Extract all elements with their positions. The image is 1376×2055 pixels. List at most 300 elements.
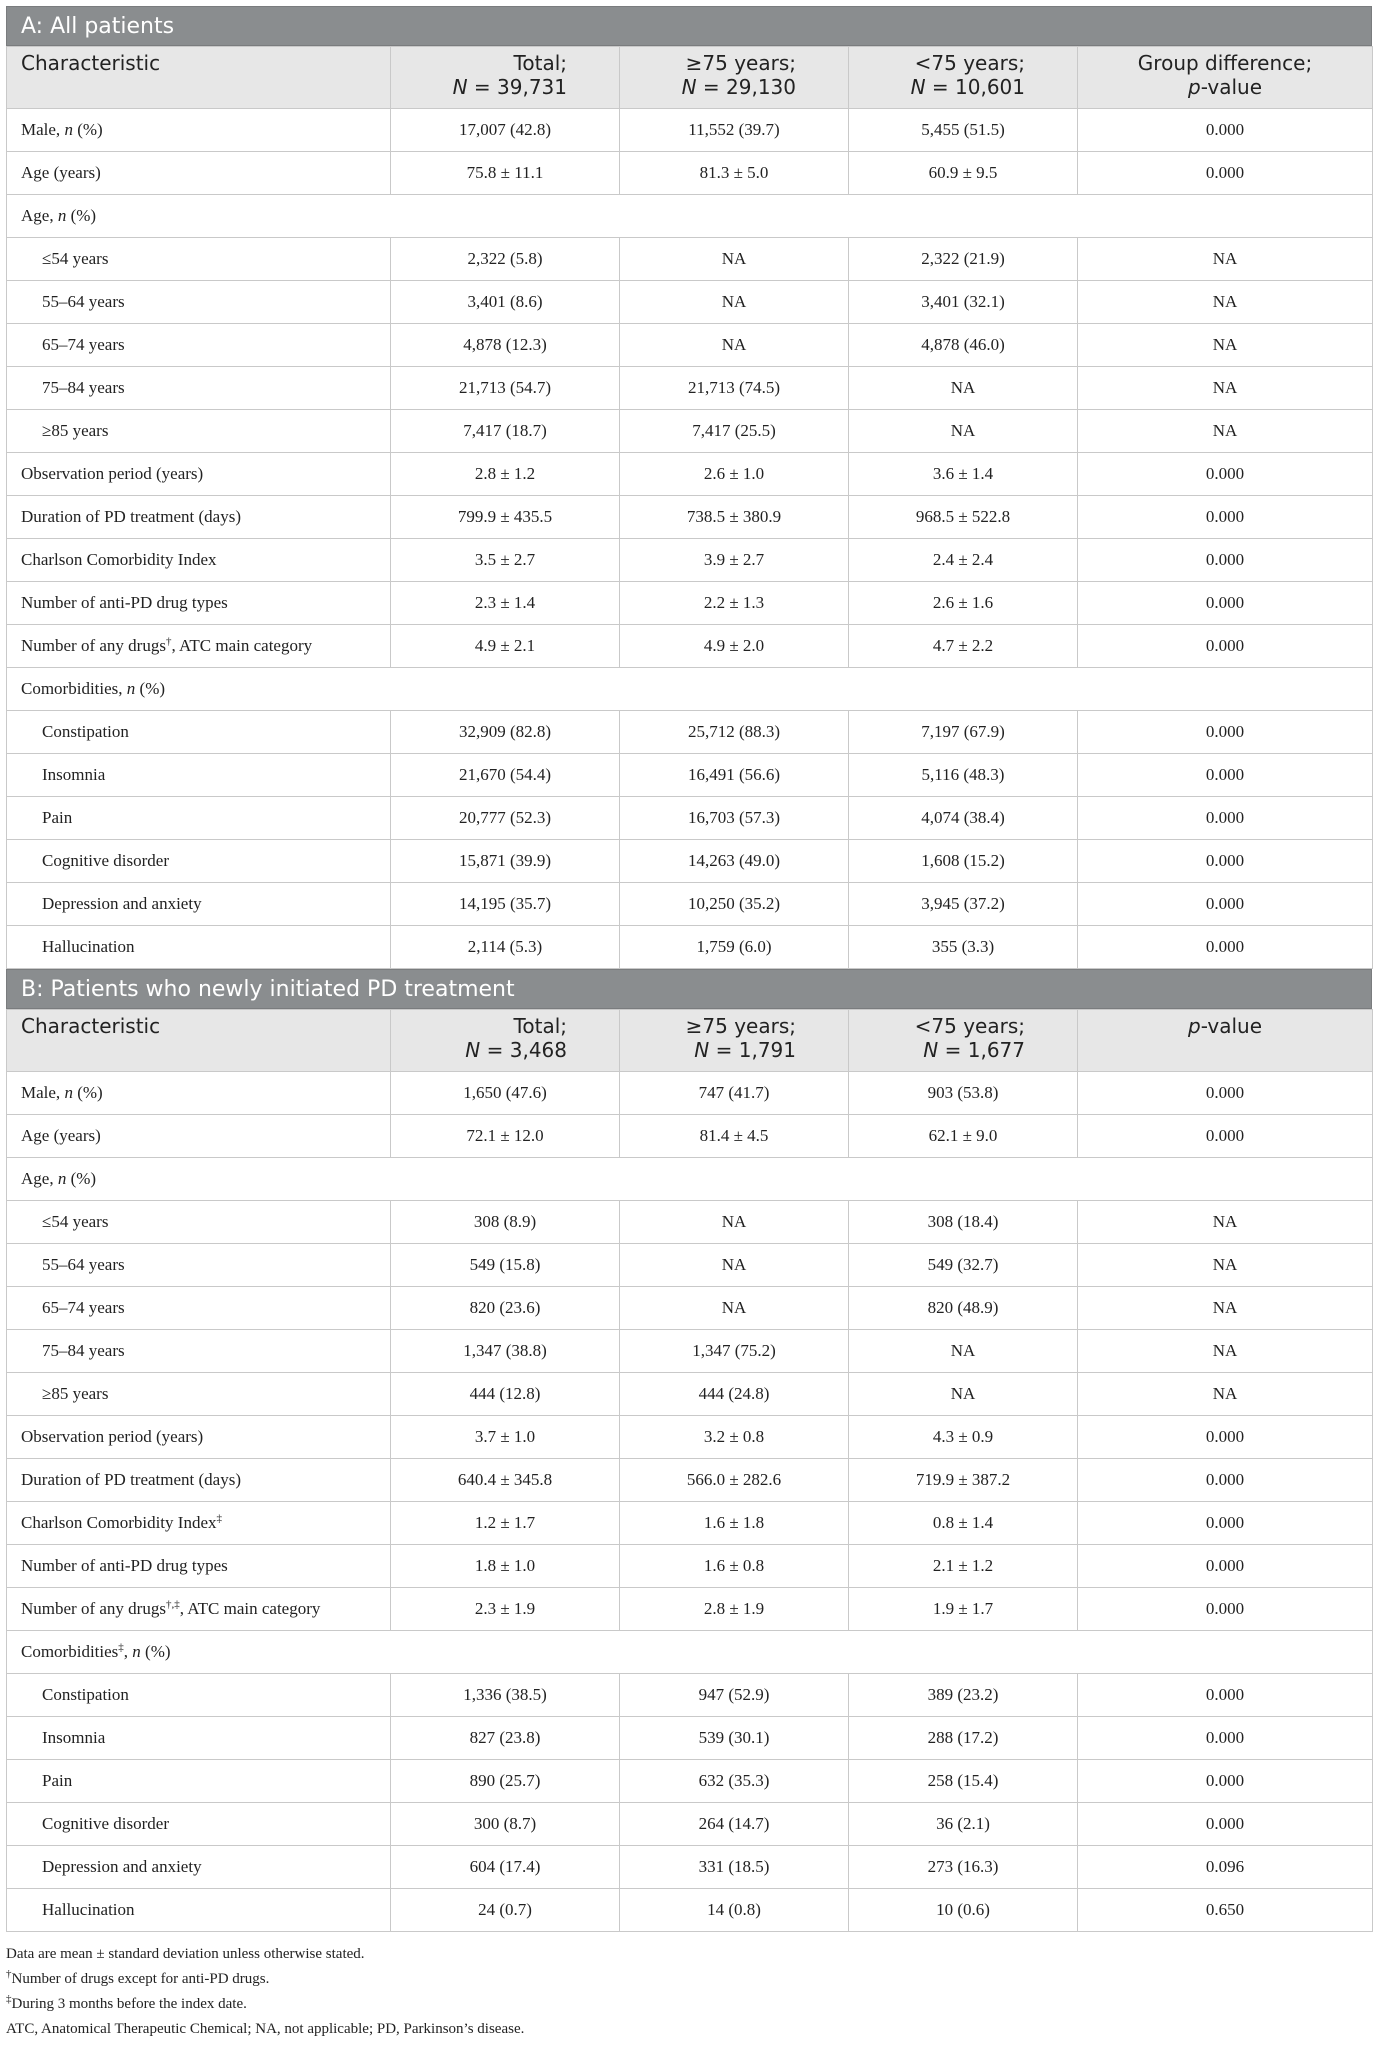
row-label-text: Depression and anxiety [42,894,202,913]
row-label [7,1846,391,1889]
cell-p-value: NA [1078,1287,1373,1330]
cell-p-value: NA [1078,324,1373,367]
cell-75-plus: 1,347 (75.2) [620,1330,849,1373]
row-label-text: Observation period (years) [21,1427,204,1446]
row-label-tail: (%) [66,1169,97,1188]
header-75-plus-line2 [628,75,796,99]
header-total-line2 [399,75,567,99]
header-total-rest: = 39,731 [467,75,567,99]
table-row [7,1803,1373,1846]
cell-p-value: NA [1078,238,1373,281]
cell-p-value: NA [1078,367,1373,410]
header-75-plus-rest: = 1,791 [709,1038,796,1062]
footnote-mark: ‡ [118,1641,124,1654]
row-label [7,668,1373,711]
cell-75-plus: 566.0 ± 282.6 [620,1459,849,1502]
cell-75-plus: 21,713 (74.5) [620,367,849,410]
cell-p-value: 0.000 [1078,926,1373,969]
table-row [7,1846,1373,1889]
cell-p-value: 0.000 [1078,109,1373,152]
row-label [7,152,391,195]
cell-total: 75.8 ± 11.1 [391,152,620,195]
cell-total: 21,713 (54.7) [391,367,620,410]
cell-under-75: 60.9 ± 9.5 [849,152,1078,195]
cell-75-plus: 444 (24.8) [620,1373,849,1416]
cell-under-75: 4,878 (46.0) [849,324,1078,367]
cell-75-plus: 1.6 ± 0.8 [620,1545,849,1588]
table-row [7,1545,1373,1588]
cell-p-value: NA [1078,1330,1373,1373]
header-75-plus-rest: = 29,130 [696,75,796,99]
row-label [7,1674,391,1717]
cell-75-plus: NA [620,281,849,324]
header-row [7,1010,1373,1072]
footnote-mark: † [165,635,172,648]
cell-p-value: 0.000 [1078,711,1373,754]
row-label-tail: , ATC main category [179,1599,321,1618]
cell-p-value: 0.000 [1078,496,1373,539]
table-row [7,754,1373,797]
header-under-75-rest: = 1,677 [938,1038,1025,1062]
table-row [7,281,1373,324]
footnote-mark: † [6,1968,12,1980]
row-label-text: Insomnia [42,1728,106,1747]
table-row [7,152,1373,195]
cell-total: 4.9 ± 2.1 [391,625,620,668]
cell-under-75: 389 (23.2) [849,1674,1078,1717]
row-label [7,281,391,324]
cell-total: 15,871 (39.9) [391,840,620,883]
row-label-text: Charlson Comorbidity Index [21,1513,217,1532]
row-label-text: Duration of PD treatment (days) [21,507,241,526]
row-label-italic: n [57,206,67,225]
row-label [7,1803,391,1846]
cell-p-value: NA [1078,1244,1373,1287]
row-label [7,1459,391,1502]
table-row [7,711,1373,754]
cell-total: 549 (15.8) [391,1244,620,1287]
cell-total: 2.8 ± 1.2 [391,453,620,496]
cell-under-75: 288 (17.2) [849,1717,1078,1760]
row-label [7,367,391,410]
cell-p-value: 0.000 [1078,582,1373,625]
cell-under-75: 62.1 ± 9.0 [849,1115,1078,1158]
cell-75-plus: 1.6 ± 1.8 [620,1502,849,1545]
row-label [7,1287,391,1330]
row-label [7,1545,391,1588]
cell-75-plus: 7,417 (25.5) [620,410,849,453]
row-label [7,711,391,754]
cell-total: 444 (12.8) [391,1373,620,1416]
cell-under-75: NA [849,367,1078,410]
header-75-plus-italic: N [681,75,697,99]
cell-total: 24 (0.7) [391,1889,620,1932]
cell-under-75: 7,197 (67.9) [849,711,1078,754]
cell-total: 2.3 ± 1.9 [391,1588,620,1631]
cell-total: 2.3 ± 1.4 [391,582,620,625]
table-row [7,797,1373,840]
table-row [7,1459,1373,1502]
cell-75-plus: 14,263 (49.0) [620,840,849,883]
row-label-text: ≥85 years [42,1384,109,1403]
table-row [7,1416,1373,1459]
row-label [7,1201,391,1244]
table-row [7,625,1373,668]
table-row [7,496,1373,539]
cell-under-75: 719.9 ± 387.2 [849,1459,1078,1502]
row-label-text: Number of anti-PD drug types [21,593,228,612]
row-label [7,1588,391,1631]
data-table [6,46,1373,969]
header-75-plus [620,1010,849,1072]
header-under-75-rest: = 10,601 [925,75,1025,99]
header-p-value-rest: -value [1200,1014,1262,1038]
row-label [7,1631,1373,1674]
header-p-value-italic: p [1187,1014,1201,1038]
row-label-tail: , [123,1642,133,1661]
row-label [7,840,391,883]
row-label-tail: , ATC main category [171,636,313,655]
cell-under-75: 10 (0.6) [849,1889,1078,1932]
header-p-value [1078,1010,1373,1072]
cell-total: 32,909 (82.8) [391,711,620,754]
header-p-value-line1: Group difference; [1137,51,1313,75]
row-label-text: Pain [42,808,73,827]
row-label-text: Number of any drugs [21,636,166,655]
header-row [7,47,1373,109]
cell-total: 3.5 ± 2.7 [391,539,620,582]
cell-under-75: 2.4 ± 2.4 [849,539,1078,582]
cell-p-value: 0.000 [1078,1459,1373,1502]
cell-total: 72.1 ± 12.0 [391,1115,620,1158]
table-row [7,1717,1373,1760]
footnote [6,1967,1372,1992]
footnote-text: Number of drugs except for anti-PD drugs. [11,1971,270,1987]
header-p-value-line2 [1086,75,1364,99]
cell-under-75: 308 (18.4) [849,1201,1078,1244]
cell-75-plus: 11,552 (39.7) [620,109,849,152]
row-label-tail: (%) [72,1083,103,1102]
header-total [391,1010,620,1072]
cell-p-value: 0.000 [1078,1115,1373,1158]
header-under-75-italic: N [923,1038,939,1062]
row-label [7,238,391,281]
cell-p-value: 0.000 [1078,1545,1373,1588]
row-label-text: Constipation [42,722,129,741]
row-label [7,1072,391,1115]
cell-total: 14,195 (35.7) [391,883,620,926]
row-label [7,410,391,453]
cell-under-75: 3,401 (32.1) [849,281,1078,324]
row-label-text: Age (years) [21,163,101,182]
cell-75-plus: NA [620,324,849,367]
row-label-text: Charlson Comorbidity Index [21,550,217,569]
cell-75-plus: 25,712 (88.3) [620,711,849,754]
cell-total: 1,336 (38.5) [391,1674,620,1717]
cell-75-plus: 16,491 (56.6) [620,754,849,797]
cell-75-plus: NA [620,1201,849,1244]
cell-under-75: 2.1 ± 1.2 [849,1545,1078,1588]
row-label-text: Hallucination [42,1900,135,1919]
cell-p-value: NA [1078,410,1373,453]
cell-total: 890 (25.7) [391,1760,620,1803]
cell-total: 3.7 ± 1.0 [391,1416,620,1459]
row-label [7,496,391,539]
table-row [7,1588,1373,1631]
table-row [7,367,1373,410]
cell-total: 1,347 (38.8) [391,1330,620,1373]
footnote [6,1992,1372,2017]
cell-75-plus: 2.8 ± 1.9 [620,1588,849,1631]
group-row [7,1631,1373,1674]
cell-75-plus: 4.9 ± 2.0 [620,625,849,668]
cell-p-value: 0.000 [1078,1674,1373,1717]
cell-p-value: NA [1078,1201,1373,1244]
cell-under-75: 549 (32.7) [849,1244,1078,1287]
row-label [7,883,391,926]
cell-total: 640.4 ± 345.8 [391,1459,620,1502]
header-under-75-line1: <75 years; [914,51,1025,75]
cell-p-value: NA [1078,1373,1373,1416]
cell-under-75: 2,322 (21.9) [849,238,1078,281]
cell-total: 1,650 (47.6) [391,1072,620,1115]
row-label-tail: (%) [140,1642,171,1661]
row-label [7,926,391,969]
table-row [7,1889,1373,1932]
row-label-italic: n [132,1642,141,1661]
table-row [7,1115,1373,1158]
header-under-75-line2 [857,75,1025,99]
group-row [7,195,1373,238]
row-label-text: Age, [21,206,58,225]
cell-p-value: 0.000 [1078,1416,1373,1459]
header-characteristic: Characteristic [7,47,391,109]
group-row [7,668,1373,711]
cell-under-75: 0.8 ± 1.4 [849,1502,1078,1545]
table-row [7,238,1373,281]
row-label [7,1373,391,1416]
row-label [7,1416,391,1459]
cell-under-75: 5,116 (48.3) [849,754,1078,797]
section-title: B: Patients who newly initiated PD treatment [6,969,1372,1009]
cell-75-plus: NA [620,238,849,281]
cell-under-75: 258 (15.4) [849,1760,1078,1803]
row-label-text: Number of anti-PD drug types [21,1556,228,1575]
row-label-text: Pain [42,1771,73,1790]
row-label [7,1330,391,1373]
cell-p-value: 0.000 [1078,453,1373,496]
cell-total: 300 (8.7) [391,1803,620,1846]
header-under-75-line2 [857,1038,1025,1062]
table-row [7,1201,1373,1244]
cell-under-75: 1,608 (15.2) [849,840,1078,883]
cell-total: 827 (23.8) [391,1717,620,1760]
header-total-line2 [399,1038,567,1062]
cell-total: 1.8 ± 1.0 [391,1545,620,1588]
header-under-75 [849,47,1078,109]
row-label-text: Cognitive disorder [42,851,170,870]
cell-75-plus: 14 (0.8) [620,1889,849,1932]
row-label [7,1158,1373,1201]
cell-total: 308 (8.9) [391,1201,620,1244]
header-75-plus-line1: ≥75 years; [685,1014,796,1038]
row-label [7,195,1373,238]
header-75-plus-italic: N [694,1038,710,1062]
cell-under-75: 4.3 ± 0.9 [849,1416,1078,1459]
cell-p-value: 0.000 [1078,1717,1373,1760]
row-label [7,625,391,668]
row-label-italic: n [57,1169,67,1188]
cell-total: 604 (17.4) [391,1846,620,1889]
table-row [7,410,1373,453]
cell-total: 2,114 (5.3) [391,926,620,969]
cell-under-75: NA [849,1373,1078,1416]
row-label-text: Depression and anxiety [42,1857,202,1876]
cell-under-75: 355 (3.3) [849,926,1078,969]
cell-p-value: 0.000 [1078,625,1373,668]
row-label-tail: (%) [135,679,166,698]
cell-under-75: 3.6 ± 1.4 [849,453,1078,496]
row-label-text: Male, [21,120,65,139]
cell-75-plus: 81.3 ± 5.0 [620,152,849,195]
cell-p-value: 0.096 [1078,1846,1373,1889]
header-total-line1: Total; [513,1014,567,1038]
header-total-italic: N [452,75,468,99]
cell-total: 20,777 (52.3) [391,797,620,840]
cell-total: 3,401 (8.6) [391,281,620,324]
cell-75-plus: 947 (52.9) [620,1674,849,1717]
row-label-text: 75–84 years [42,1341,125,1360]
footnote-mark: ‡ [216,1512,222,1525]
table-row [7,1072,1373,1115]
cell-total: 799.9 ± 435.5 [391,496,620,539]
table-row [7,840,1373,883]
row-label-text: Comorbidities, [21,679,127,698]
row-label-italic: n [64,1083,73,1102]
cell-75-plus: 3.2 ± 0.8 [620,1416,849,1459]
table-row [7,883,1373,926]
row-label [7,1760,391,1803]
row-label-text: 55–64 years [42,1255,125,1274]
group-row [7,1158,1373,1201]
cell-under-75: 820 (48.9) [849,1287,1078,1330]
cell-under-75: NA [849,410,1078,453]
row-label [7,1717,391,1760]
row-label-text: Age, [21,1169,58,1188]
row-label [7,109,391,152]
row-label [7,539,391,582]
table-row [7,1760,1373,1803]
cell-75-plus: 81.4 ± 4.5 [620,1115,849,1158]
header-under-75 [849,1010,1078,1072]
cell-total: 17,007 (42.8) [391,109,620,152]
header-total-rest: = 3,468 [480,1038,567,1062]
header-75-plus-line1: ≥75 years; [685,51,796,75]
footnote-text: During 3 months before the index date. [11,1996,247,2012]
cell-75-plus: NA [620,1244,849,1287]
row-label-text: ≤54 years [42,1212,109,1231]
footnote-text: ATC, Anatomical Therapeutic Chemical; NA, not applicable; PD, Parkinson’s disease. [6,2021,525,2037]
cell-p-value: 0.000 [1078,1760,1373,1803]
table-row [7,539,1373,582]
cell-total: 21,670 (54.4) [391,754,620,797]
footnotes [6,1942,1372,2042]
cell-75-plus: 16,703 (57.3) [620,797,849,840]
row-label [7,754,391,797]
row-label-text: Cognitive disorder [42,1814,170,1833]
cell-total: 1.2 ± 1.7 [391,1502,620,1545]
table-page [6,6,1372,2042]
cell-p-value: 0.000 [1078,1588,1373,1631]
row-label-text: Insomnia [42,765,106,784]
table-row [7,1330,1373,1373]
table-row [7,324,1373,367]
cell-under-75: 3,945 (37.2) [849,883,1078,926]
cell-under-75: 1.9 ± 1.7 [849,1588,1078,1631]
row-label-italic: n [64,120,73,139]
cell-75-plus: 1,759 (6.0) [620,926,849,969]
row-label-italic: n [126,679,136,698]
row-label-tail: (%) [66,206,97,225]
cell-p-value: 0.000 [1078,1803,1373,1846]
row-label-text: 75–84 years [42,378,125,397]
header-p-value-italic: p [1187,75,1201,99]
data-table [6,1009,1373,1932]
row-label-text: Comorbidities [21,1642,119,1661]
row-label-text: ≥85 years [42,421,109,440]
cell-total: 4,878 (12.3) [391,324,620,367]
row-label [7,324,391,367]
table-row [7,1674,1373,1717]
row-label-text: Constipation [42,1685,129,1704]
table-row [7,1502,1373,1545]
row-label-text: Hallucination [42,937,135,956]
cell-under-75: 5,455 (51.5) [849,109,1078,152]
cell-75-plus: NA [620,1287,849,1330]
cell-75-plus: 2.2 ± 1.3 [620,582,849,625]
cell-p-value: 0.000 [1078,1502,1373,1545]
cell-75-plus: 10,250 (35.2) [620,883,849,926]
header-p-value-rest: -value [1200,75,1262,99]
table-row [7,1244,1373,1287]
row-label [7,797,391,840]
header-under-75-line1: <75 years; [914,1014,1025,1038]
row-label [7,1244,391,1287]
header-characteristic: Characteristic [7,1010,391,1072]
cell-75-plus: 539 (30.1) [620,1717,849,1760]
cell-under-75: NA [849,1330,1078,1373]
cell-p-value: 0.000 [1078,883,1373,926]
cell-p-value: 0.000 [1078,152,1373,195]
footnote-text: Data are mean ± standard deviation unless otherwise stated. [6,1946,365,1962]
cell-p-value: 0.000 [1078,840,1373,883]
table-row [7,1373,1373,1416]
row-label-text: Duration of PD treatment (days) [21,1470,241,1489]
cell-75-plus: 738.5 ± 380.9 [620,496,849,539]
footnote [6,1942,1372,1967]
row-label-text: 65–74 years [42,1298,125,1317]
table-row [7,582,1373,625]
row-label [7,1502,391,1545]
cell-p-value: 0.000 [1078,754,1373,797]
table-row [7,926,1373,969]
row-label-text: Number of any drugs [21,1599,166,1618]
cell-under-75: 968.5 ± 522.8 [849,496,1078,539]
header-75-plus-line2 [628,1038,796,1062]
table-row [7,109,1373,152]
row-label-text: ≤54 years [42,249,109,268]
header-total [391,47,620,109]
